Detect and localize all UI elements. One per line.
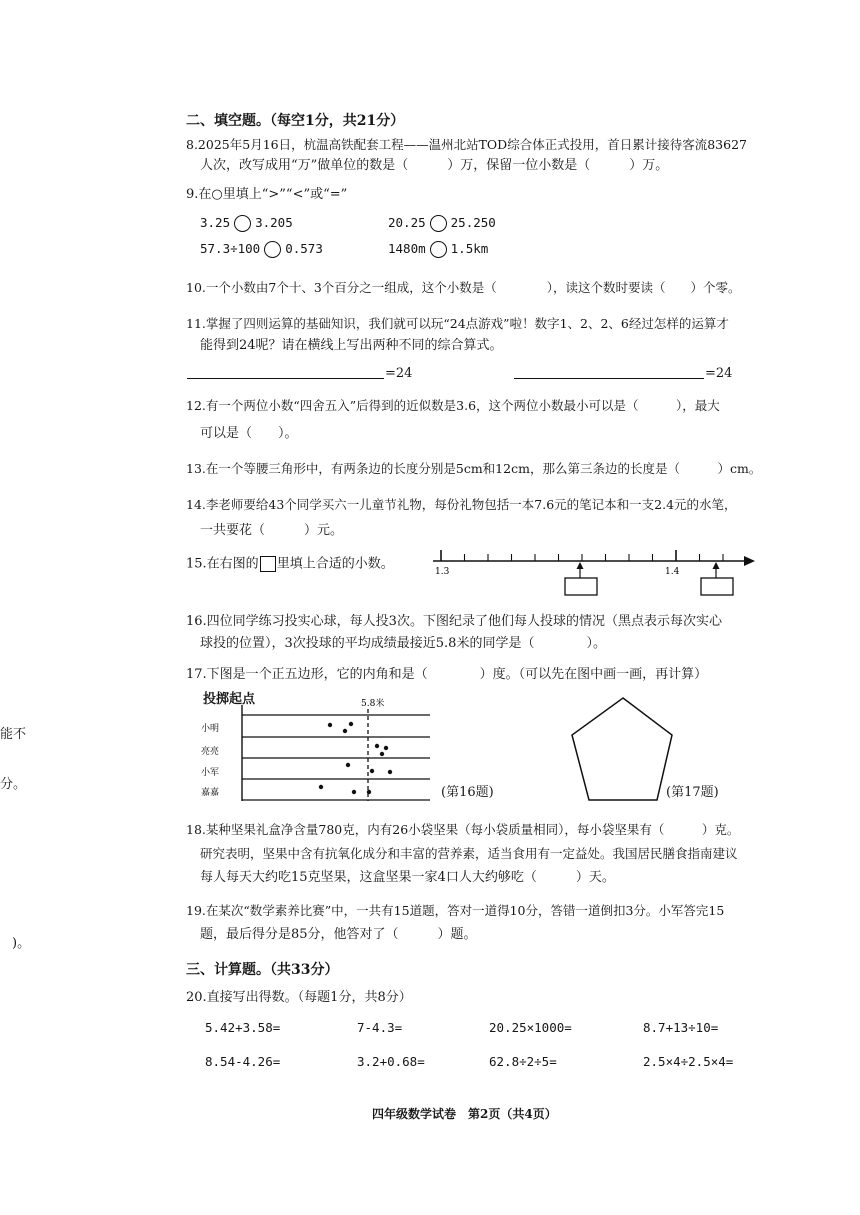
question-16-line2: 球投的位置），3次投球的平均成绩最接近5.8米的同学是（ ）。 — [200, 636, 606, 651]
student-label: 嘉嘉 — [201, 788, 220, 798]
calc-item: 2.5×4÷2.5×4= — [643, 1054, 734, 1069]
student-label: 小明 — [201, 724, 220, 734]
calc-item: 62.8÷2÷5= — [489, 1054, 557, 1069]
question-14-line1: 14.李老师要给43个同学买六一儿童节礼物，每份礼物包括一本7.6元的笔记本和一支2.4元的水笔， — [186, 497, 737, 512]
question-19-line2: 题，最后得分是85分，他答对了（ ）题。 — [200, 927, 477, 942]
student-label: 亮亮 — [201, 747, 220, 757]
answer-box[interactable] — [565, 578, 597, 595]
throw-dot — [375, 744, 379, 748]
student-label: 小军 — [201, 768, 220, 778]
figure-caption: (第16题) — [441, 785, 494, 800]
compare-right: 0.573 — [285, 241, 323, 256]
throw-dot — [349, 722, 353, 726]
compare-right: 1.5km — [450, 241, 489, 256]
compare-circle[interactable] — [430, 215, 447, 232]
throw-dot — [388, 770, 392, 774]
margin-fragment: 能不 — [0, 727, 27, 742]
compare-circle[interactable] — [234, 215, 251, 232]
throw-dot — [367, 790, 371, 794]
calc-item: 8.54-4.26= — [205, 1054, 281, 1069]
question-8-line1: 8.2025年5月16日，杭温高铁配套工程——温州北站TOD综合体正式投用，首日累计接待客流83627 — [186, 137, 747, 152]
arrow-head-icon — [744, 556, 755, 566]
question-11-line1: 11.掌握了四则运算的基础知识，我们就可以玩“24点游戏”啦！数字1、2、2、6经过怎样的运算才 — [186, 316, 729, 331]
question-9-prompt: 9.在○里填上“>”“<”或“=” — [186, 187, 348, 202]
answer-box[interactable] — [701, 578, 733, 595]
number-line — [425, 545, 760, 600]
question-17: 17.下图是一个正五边形，它的内角和是（ ）度。（可以先在图中画一画，再计算） — [186, 667, 708, 682]
compare-item — [388, 241, 488, 258]
equation-result: =24 — [385, 366, 413, 381]
question-16-line1: 16.四位同学练习投实心球，每人投3次。下图纪录了他们每人投球的情况（黑点表示每次实心 — [186, 614, 722, 629]
question-8-line2: 人次，改写成用“万”做单位的数是（ ）万，保留一位小数是（ ）万。 — [200, 158, 669, 173]
chart-title: 投掷起点 — [203, 692, 256, 707]
equation-result: =24 — [705, 366, 733, 381]
number-line-label-end: 1.4 — [665, 567, 680, 577]
compare-circle[interactable] — [430, 241, 447, 258]
compare-item — [200, 241, 323, 258]
throw-dot — [384, 746, 388, 750]
question-15-text: 15.在右图的 — [186, 556, 259, 572]
throw-dot — [370, 769, 374, 773]
compare-item — [200, 215, 293, 232]
distance-mark-label: 5.8米 — [361, 699, 385, 709]
question-15-text: 里填上合适的小数。 — [276, 556, 394, 572]
margin-fragment: )。 — [12, 936, 31, 951]
answer-line[interactable] — [514, 378, 704, 379]
answer-box-icon — [260, 556, 276, 572]
calc-item: 7-4.3= — [357, 1020, 403, 1035]
number-line-label-start: 1.3 — [435, 567, 450, 577]
throw-dot — [352, 790, 356, 794]
question-18-line2: 研究表明，坚果中含有抗氧化成分和丰富的营养素，适当食用有一定益处。我国居民膳食指南建议 — [200, 846, 738, 861]
question-11-line2: 能得到24呢？请在横线上写出两种不同的综合算式。 — [200, 338, 503, 353]
answer-line[interactable] — [187, 378, 384, 379]
section-title: 三、计算题。（共33分） — [186, 962, 339, 978]
calc-item: 8.7+13÷10= — [643, 1020, 719, 1035]
question-12-line1: 12.有一个两位小数“四舍五入”后得到的近似数是3.6，这个两位小数最小可以是（ ），最大 — [186, 398, 720, 413]
compare-right: 25.250 — [450, 215, 496, 230]
throw-dot — [380, 752, 384, 756]
question-15 — [186, 556, 394, 573]
compare-item — [388, 215, 496, 232]
pointer-arrow-icon — [713, 562, 720, 569]
compare-left: 20.25 — [388, 215, 426, 230]
question-18-line1: 18.某种坚果礼盒净含量780克，内有26小袋坚果（每小袋质量相同），每小袋坚果有（ ）克。 — [186, 822, 740, 837]
compare-circle[interactable] — [264, 241, 281, 258]
compare-left: 57.3÷100 — [200, 241, 261, 256]
figure-caption: (第17题) — [666, 785, 719, 800]
margin-fragment: 分。 — [0, 777, 27, 792]
compare-right: 3.205 — [255, 215, 293, 230]
page-footer: 四年级数学试卷 第2页（共4页） — [372, 1107, 557, 1121]
compare-left: 1480m — [388, 241, 426, 256]
question-18-line3: 每人每天大约吃15克坚果，这盒坚果一家4口人大约够吃（ ）天。 — [200, 870, 615, 885]
calc-item: 3.2+0.68= — [357, 1054, 425, 1069]
question-12-line2: 可以是（ ）。 — [200, 426, 298, 441]
pointer-arrow-icon — [577, 562, 584, 569]
question-13: 13.在一个等腰三角形中，有两条边的长度分别是5cm和12cm，那么第三条边的长度是（ ）cm。 — [186, 461, 762, 476]
calc-item: 5.42+3.58= — [205, 1020, 281, 1035]
question-19-line1: 19.在某次“数学素养比赛”中，一共有15道题，答对一道得10分，答错一道倒扣3分。小军答完15 — [186, 903, 725, 918]
throw-dot — [346, 763, 350, 767]
calc-item: 20.25×1000= — [489, 1020, 572, 1035]
throw-chart — [196, 693, 466, 805]
question-20-prompt: 20.直接写出得数。（每题1分，共8分） — [186, 990, 412, 1005]
throw-dot — [319, 785, 323, 789]
compare-left: 3.25 — [200, 215, 231, 230]
throw-dot — [343, 729, 347, 733]
throw-dot — [328, 723, 332, 727]
section-title: 二、填空题。（每空1分，共21分） — [186, 113, 405, 129]
question-10: 10.一个小数由7个十、3个百分之一组成，这个小数是（ ），读这个数时要读（ ）个零。 — [186, 280, 741, 295]
pentagon-shape — [572, 698, 672, 800]
question-14-line2: 一共要花（ ）元。 — [200, 523, 344, 538]
